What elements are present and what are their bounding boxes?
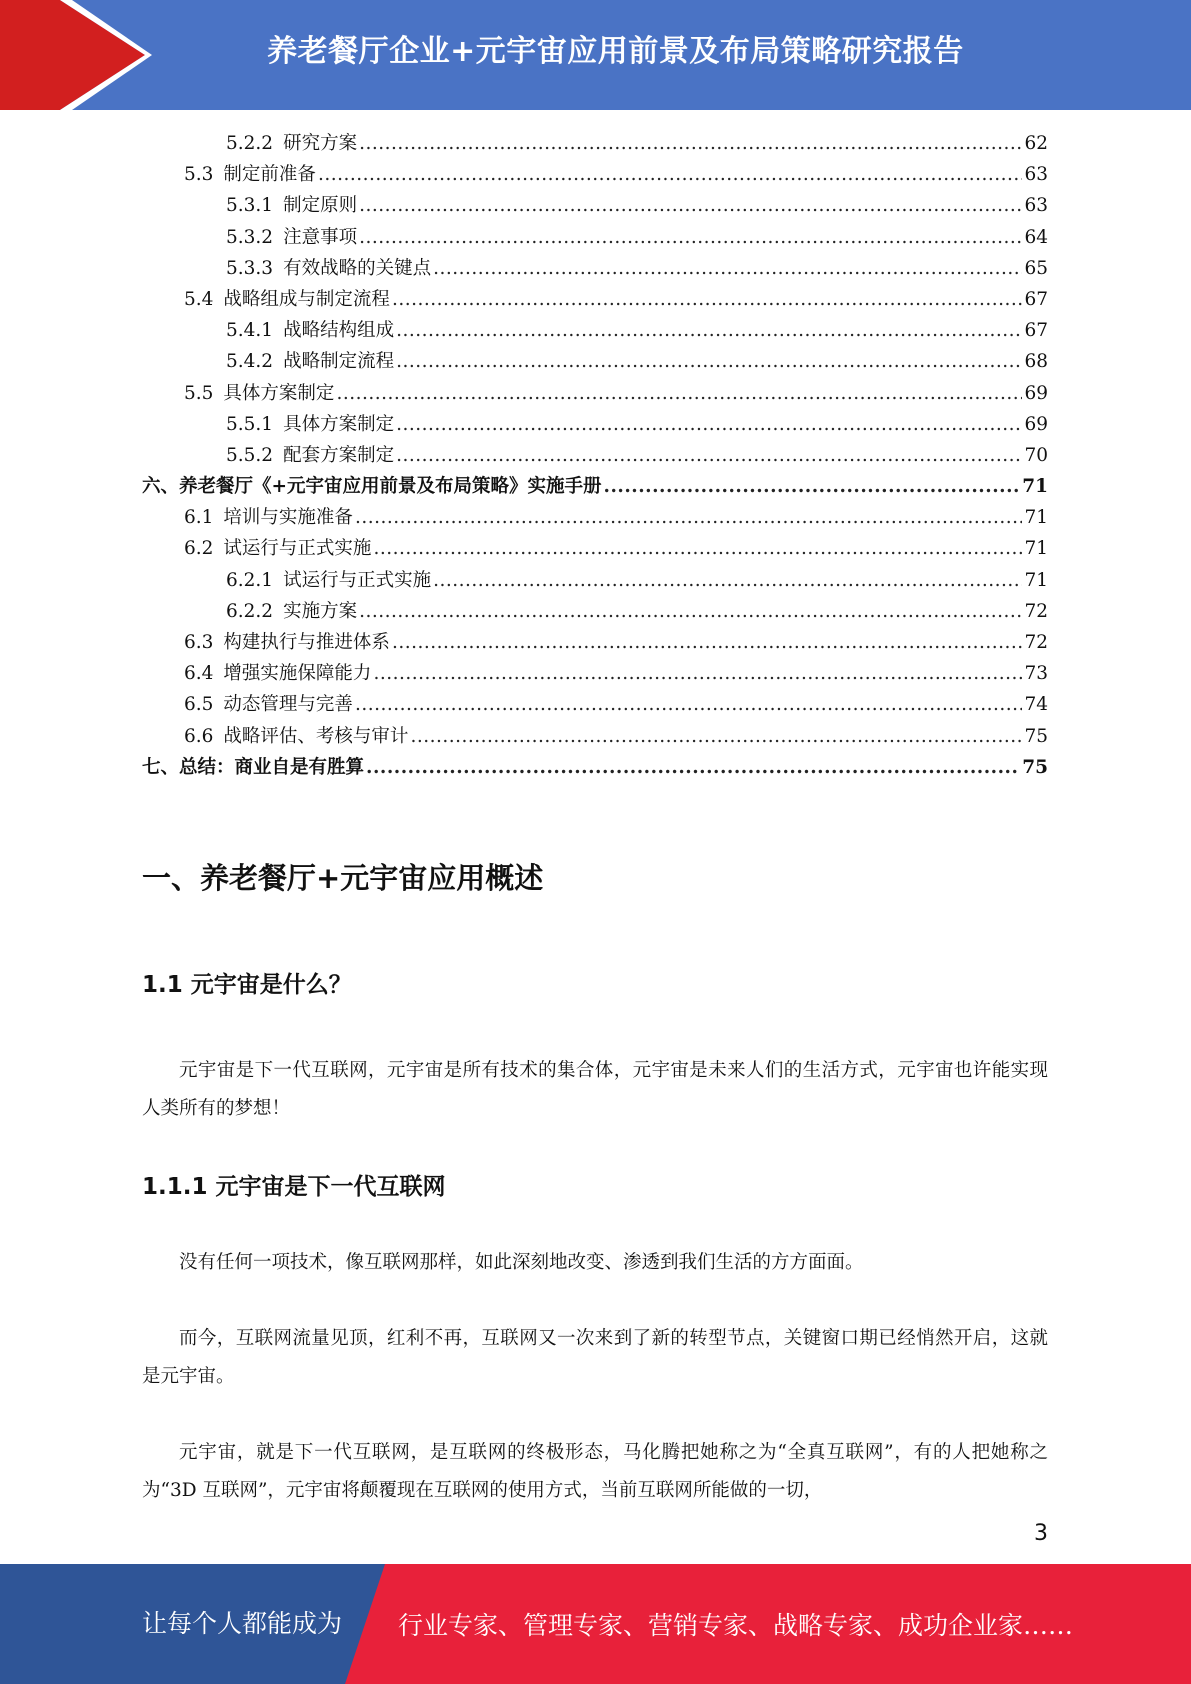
toc-entry-page: 69 (1024, 382, 1048, 404)
toc-leader-dots (392, 284, 1023, 315)
toc-entry-page: 64 (1024, 226, 1048, 248)
toc-entry[interactable] (142, 409, 1048, 440)
toc-entry[interactable] (142, 159, 1048, 190)
toc-leader-dots (336, 378, 1022, 409)
toc-entry-title: 战略结构组成 (283, 320, 395, 342)
toc-entry[interactable] (142, 253, 1048, 284)
toc-entry-page: 71 (1024, 569, 1048, 591)
toc-leader-dots (355, 502, 1023, 533)
toc-leader-dots (396, 315, 1022, 346)
toc-entry-number: 6.2 (184, 538, 214, 560)
toc-entry[interactable] (142, 378, 1048, 409)
toc-leader-dots (373, 658, 1022, 689)
toc-entry-title: 战略评估、考核与审计 (223, 725, 409, 747)
toc-entry-title: 研究方案 (283, 133, 358, 154)
toc-entry-title: 实施方案 (283, 600, 358, 622)
table-of-contents (142, 128, 1048, 783)
toc-entry[interactable] (142, 689, 1048, 720)
toc-entry-number: 5.4.1 (226, 320, 274, 342)
toc-entry-page: 73 (1024, 663, 1048, 685)
toc-leader-dots (366, 752, 1020, 783)
toc-entry-page: 67 (1024, 320, 1048, 342)
toc-entry-page: 75 (1024, 725, 1048, 747)
toc-entry-page: 71 (1022, 476, 1048, 498)
section-heading-1-1: 1.1 元宇宙是什么？ (142, 972, 352, 998)
toc-leader-dots (396, 409, 1022, 440)
toc-entry[interactable] (142, 533, 1048, 564)
toc-entry-title: 构建执行与推进体系 (223, 632, 390, 653)
toc-entry-title: 注意事项 (283, 226, 358, 248)
toc-entry[interactable] (142, 658, 1048, 689)
toc-entry-title: 制定原则 (283, 195, 358, 217)
toc-entry-title: 七、总结：商业自是有胜算 (142, 756, 365, 778)
toc-entry-title: 试运行与正式实施 (283, 569, 432, 591)
toc-entry-number: 5.3.1 (226, 195, 274, 217)
chapter-heading: 一、养老餐厅+元宇宙应用概述 (142, 861, 544, 895)
toc-entry[interactable] (142, 596, 1048, 627)
toc-entry-title: 试运行与正式实施 (223, 538, 372, 560)
toc-leader-dots (373, 533, 1022, 564)
toc-entry-number: 5.3.2 (226, 226, 274, 248)
toc-entry-page: 71 (1024, 507, 1048, 529)
toc-entry-title: 有效战略的关键点 (283, 257, 432, 279)
toc-entry-title: 战略制定流程 (283, 351, 395, 373)
toc-leader-dots (318, 159, 1023, 190)
toc-entry-number: 5.2.2 (226, 133, 274, 154)
toc-entry-number: 5.3 (184, 164, 214, 186)
page-number: 3 (1034, 1521, 1048, 1546)
toc-entry-number: 5.3.3 (226, 257, 274, 279)
toc-entry[interactable] (142, 128, 1048, 159)
footer-slogan-right: 行业专家、管理专家、营销专家、战略专家、成功企业家…… (398, 1611, 1074, 1640)
page-footer (0, 1564, 1191, 1684)
toc-entry-number: 6.2.2 (226, 600, 274, 622)
toc-entry[interactable] (142, 721, 1048, 752)
toc-leader-dots (433, 253, 1022, 284)
toc-entry-title: 培训与实施准备 (223, 507, 353, 529)
toc-leader-dots (359, 128, 1022, 159)
toc-entry-page: 69 (1024, 413, 1048, 435)
page-header (0, 0, 1191, 110)
toc-entry-number: 6.2.1 (226, 569, 274, 591)
toc-entry[interactable] (142, 627, 1048, 658)
toc-entry-page: 75 (1022, 756, 1048, 778)
toc-leader-dots (359, 596, 1022, 627)
header-arrow-decoration (0, 0, 160, 110)
toc-leader-dots (359, 222, 1022, 253)
toc-leader-dots (392, 627, 1023, 658)
toc-entry-page: 72 (1024, 600, 1048, 622)
toc-entry-number: 5.5 (184, 382, 214, 404)
toc-entry[interactable] (142, 284, 1048, 315)
toc-leader-dots (410, 721, 1022, 752)
toc-entry[interactable] (142, 440, 1048, 471)
toc-entry-title: 增强实施保障能力 (223, 663, 372, 685)
toc-entry-title: 制定前准备 (223, 164, 316, 186)
toc-leader-dots (355, 689, 1023, 720)
toc-entry-page: 65 (1024, 257, 1048, 279)
section-heading-1-1-1: 1.1.1 元宇宙是下一代互联网 (142, 1174, 446, 1200)
toc-entry[interactable] (142, 346, 1048, 377)
toc-entry-number: 5.5.2 (226, 444, 274, 466)
report-title: 养老餐厅企业+元宇宙应用前景及布局策略研究报告 (267, 34, 964, 69)
toc-entry-page: 70 (1024, 444, 1048, 466)
toc-entry-number: 6.4 (184, 663, 214, 685)
toc-entry-title: 配套方案制定 (283, 444, 395, 466)
toc-entry-title: 动态管理与完善 (223, 694, 353, 716)
toc-entry-page: 67 (1024, 288, 1048, 310)
toc-entry-page: 62 (1024, 133, 1048, 154)
toc-entry-number: 6.5 (184, 694, 214, 716)
paragraph-3: 而今，互联网流量见顶，红利不再，互联网又一次来到了新的转型节点，关键窗口期已经悄然开启，这就是元宇宙。 (142, 1328, 1048, 1387)
toc-entry-page: 68 (1024, 351, 1048, 373)
toc-entry[interactable] (142, 190, 1048, 221)
toc-leader-dots (396, 440, 1022, 471)
toc-entry-title: 战略组成与制定流程 (223, 288, 390, 310)
paragraph-1: 元宇宙是下一代互联网，元宇宙是所有技术的集合体，元宇宙是未来人们的生活方式，元宇宙也许能实现人类所有的梦想！ (142, 1060, 1048, 1119)
toc-entry-number: 6.1 (184, 507, 214, 529)
paragraph-2: 没有任何一项技术，像互联网那样，如此深刻地改变、渗透到我们生活的方方面面。 (179, 1252, 864, 1273)
toc-entry[interactable] (142, 471, 1048, 502)
toc-entry-page: 71 (1024, 538, 1048, 560)
toc-entry-number: 5.4 (184, 288, 214, 310)
toc-entry-title: 六、养老餐厅《+元宇宙应用前景及布局策略》实施手册 (142, 476, 602, 498)
toc-entry-page: 72 (1024, 632, 1048, 653)
toc-entry[interactable] (142, 565, 1048, 596)
toc-entry-title: 具体方案制定 (283, 413, 395, 435)
toc-leader-dots (433, 565, 1022, 596)
toc-entry-title: 具体方案制定 (223, 382, 335, 404)
toc-entry[interactable] (142, 752, 1048, 783)
footer-slogan-left: 让每个人都能成为 (142, 1609, 343, 1638)
toc-entry[interactable] (142, 502, 1048, 533)
toc-entry-number: 6.3 (184, 632, 214, 653)
toc-entry-number: 5.4.2 (226, 351, 274, 373)
toc-leader-dots (396, 346, 1022, 377)
toc-entry-page: 74 (1024, 694, 1048, 716)
toc-leader-dots (604, 471, 1021, 502)
toc-entry[interactable] (142, 222, 1048, 253)
toc-leader-dots (359, 190, 1022, 221)
toc-entry[interactable] (142, 315, 1048, 346)
toc-entry-page: 63 (1024, 164, 1048, 186)
paragraph-4: 元宇宙，就是下一代互联网，是互联网的终极形态，马化腾把她称之为“全真互联网”，有的人把她称之为“3D 互联网”，元宇宙将颠覆现在互联网的使用方式，当前互联网所能做的一切， (142, 1442, 1048, 1501)
toc-entry-page: 63 (1024, 195, 1048, 217)
toc-entry-number: 5.5.1 (226, 413, 274, 435)
toc-entry-number: 6.6 (184, 725, 214, 747)
